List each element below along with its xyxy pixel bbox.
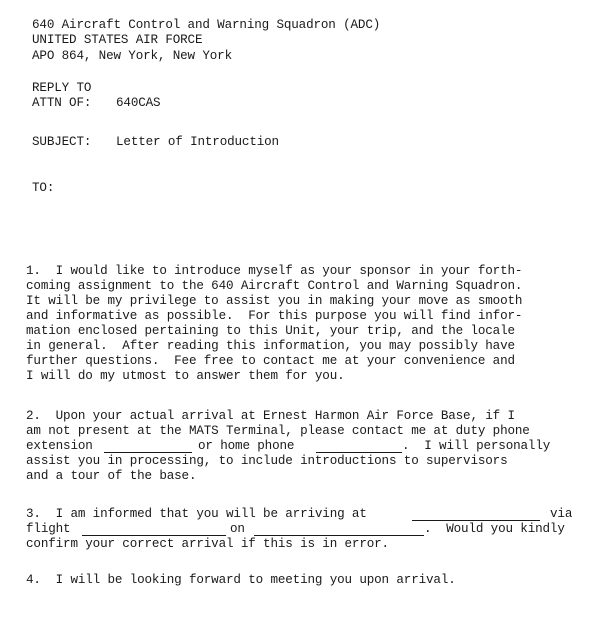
para1-line: It will be my privilege to assist you in making your move as smooth [26,294,523,308]
letterhead-address: APO 864, New York, New York [32,49,233,63]
para3-on-label: on [230,522,245,536]
para1-line: 1. I would like to introduce myself as your sponsor in your forth- [26,264,523,278]
para1-line: and informative as possible. For this purpose you will find infor- [26,309,523,323]
para2-line: assist you in processing, to include introductions to supervisors [26,454,508,468]
home-phone-blank [316,452,402,453]
para1-line: coming assignment to the 640 Aircraft Control and Warning Squadron. [26,279,523,293]
para2-line: and a tour of the base. [26,469,197,483]
arrival-location-blank [412,520,540,521]
para2-line-end: . I will personally [402,439,551,453]
attn-of-label: ATTN OF: [32,96,92,110]
para1-line: further questions. Fee free to contact me at your convenience and [26,354,515,368]
para3-via: via [550,507,573,521]
para3-line-start: 3. I am informed that you will be arriving at [26,507,367,521]
date-blank [254,535,424,536]
para2-line: 2. Upon your actual arrival at Ernest Harmon Air Force Base, if I [26,409,515,423]
para3-line-end: . Would you kindly [424,522,565,536]
para2-line: am not present at the MATS Terminal, please contact me at duty phone [26,424,530,438]
reply-to-label: REPLY TO [32,81,92,95]
para3-line: confirm your correct arrival if this is in error. [26,537,389,551]
letterhead-service: UNITED STATES AIR FORCE [32,33,203,47]
para4-line: 4. I will be looking forward to meeting you upon arrival. [26,573,456,587]
letterhead-unit: 640 Aircraft Control and Warning Squadron (ADC) [32,18,381,32]
subject-value: Letter of Introduction [116,135,279,149]
para1-line: in general. After reading this information, you may possibly have [26,339,515,353]
flight-blank [82,535,226,536]
attn-of-value: 640CAS [116,96,161,110]
para2-home-phone-label: or home phone [198,439,295,453]
subject-label: SUBJECT: [32,135,92,149]
extension-blank [104,452,192,453]
para1-line: I will do my utmost to answer them for you. [26,369,345,383]
para3-flight-label: flight [26,522,71,536]
para1-line: mation enclosed pertaining to this Unit, your trip, and the locale [26,324,515,338]
to-label: TO: [32,181,55,195]
para2-extension-label: extension [26,439,93,453]
